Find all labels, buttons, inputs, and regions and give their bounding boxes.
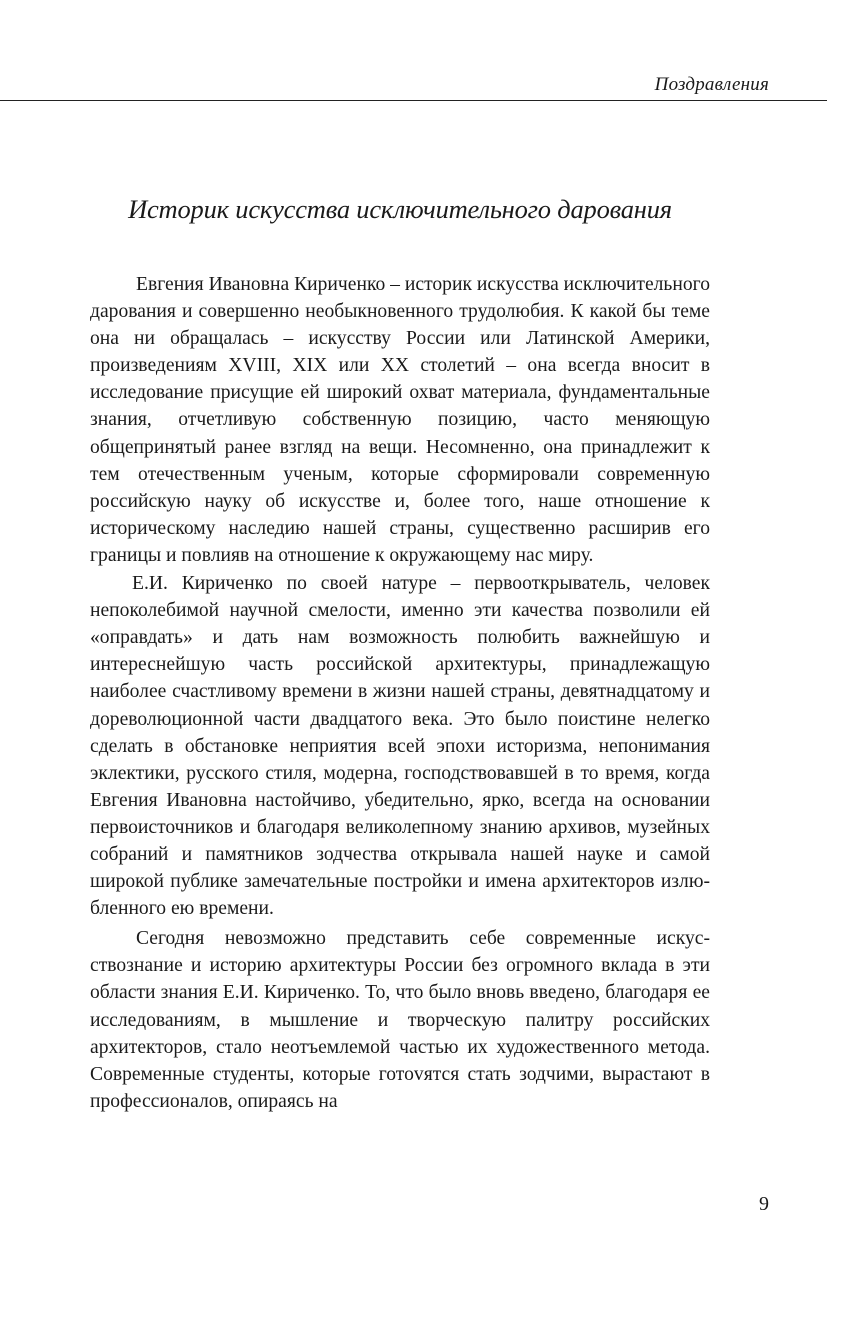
running-title: Поздравления <box>654 74 769 95</box>
paragraph-1: Евгения Ивановна Кириченко – историк искусства исключительного дарования и совершенно необыкновенного трудолюбия. К какой бы теме она ни обращалась – искусству России или Латинской Америки, произведениям XVIII, XIX или XX столетий – она всегда вносит в исследование присущие ей широкий охват материала, фундаментальные знания, отчетливую собственную позицию, часто меняющую общепринятый ранее взгляд на вещи. Несомненно, она принадлежит к тем отечественным ученым, которые сформировали современную российскую науку об искусстве и, более того, наше отношение к историческому наследию нашей страны, существенно расширив его границы и повлияв на отношение к окружающему нас миру. <box>90 274 710 566</box>
article-title: Историк искусства исключительного дарования <box>128 194 672 224</box>
paragraph-2: Е.И. Кириченко по своей натуре – первооткрыватель, человек непоколебимой научной смелости, именно эти качества позволили ей «оправдать» и дать нам возможность полюбить важнейшую и интереснейшую часть российской архитектуры, принадлежащую наиболее счастливому времени в жизни нашей страны, девятнадцатому и дореволюционной части двадцатого века. Это было поистине нелегко сделать в обстановке неприятия всей эпохи историзма, непонимания эклектики, русского стиля, модерна, господствовавшей в то время, когда Евгения Ивановна настойчиво, убедительно, ярко, всегда на основании первоисточников и благодаря великолепному знанию архивов, музейных собраний и памятников зодчества открывала нашей науке и самой широкой публике замечательные постройки и имена архитекторов излюбленного ею времени. <box>90 573 710 920</box>
paragraph-3: Сегодня невозможно представить себе современные искусствознание и историю архитектуры России без огромного вклада в эти области знания Е.И. Кириченко. То, что было вновь введено, благодаря ее исследованиям, в мышление и творческую палитру российских архитекторов, стало неотъемлемой частью их художественного метода. Современные студенты, которые готоvятся стать зодчими, вырастают в профессионалов, опираясь на <box>90 928 710 1112</box>
article-body <box>90 271 710 1115</box>
running-header <box>0 70 827 101</box>
page-number: 9 <box>759 1193 769 1215</box>
